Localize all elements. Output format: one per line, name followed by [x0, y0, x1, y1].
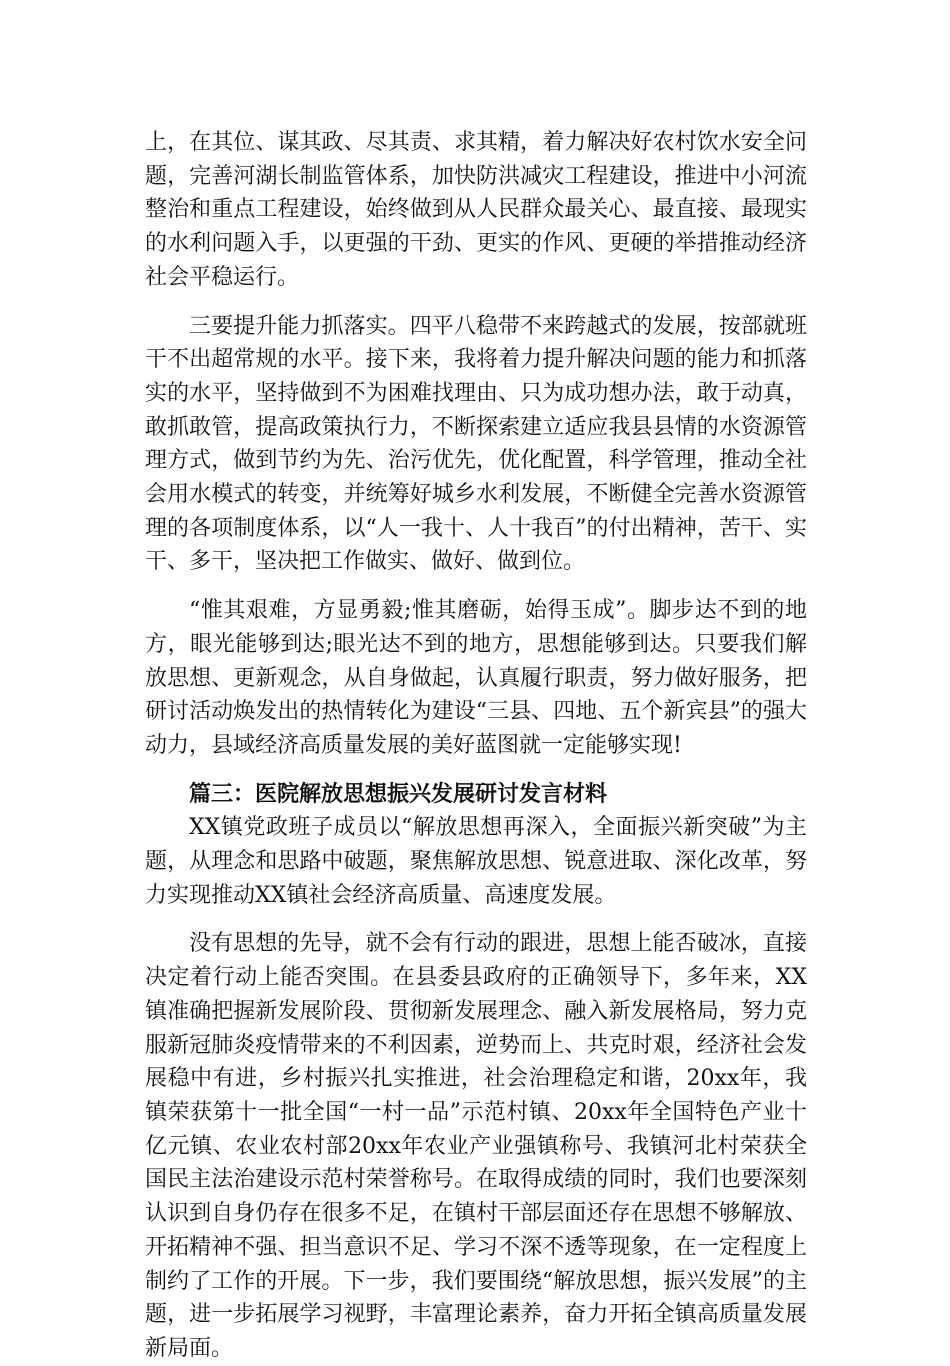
paragraph-section-body: 没有思想的先导，就不会有行动的跟进，思想上能否破冰，直接决定着行动上能否突围。在县委县政府的正确领导下，多年来，XX镇准确把握新发展阶段、贯彻新发展理念、融入新发展格局，努力克服新冠肺炎疫情带来的不利因素，逆势而上、共克时艰，经济社会发展稳中有进，乡村振兴扎实推进，社会治理稳定和谐，20xx年，我镇荣获第十一批全国“一村一品”示范村镇、20xx年全国特色产业十亿元镇、农业农村部20xx年农业产业强镇称号、我镇河北村荣获全国民主法治建设示范村荣誉称号。在取得成绩的同时，我们也要深刻认识到自身仍存在很多不足，在镇村干部层面还存在思想不够解放、开拓精神不强、担当意识不足、学习不深不透等现象，在一定程度上制约了工作的开展。下一步，我们要围绕“解放思想，振兴发展”的主题，进一步拓展学习视野，丰富理论素养，奋力开拓全镇高质量发展新局面。	[145, 931, 807, 1361]
document-body	[145, 126, 807, 1366]
paragraph-continuation: 上，在其位、谋其政、尽其责、求其精，着力解决好农村饮水安全问题，完善河湖长制监管体系，加快防洪减灾工程建设，推进中小河流整治和重点工程建设，始终做到从人民群众最关心、最直接、最现实的水利问题入手，以更强的干劲、更实的作风、更硬的举措推动经济社会平稳运行。	[145, 130, 807, 290]
paragraph-quote-conclusion: “惟其艰难，方显勇毅;惟其磨砺，始得玉成”。脚步达不到的地方，眼光能够到达;眼光达不到的地方，思想能够到达。只要我们解放思想、更新观念，从自身做起，认真履行职责，努力做好服务，把研讨活动焕发出的热情转化为建设“三县、四地、五个新宾县”的强大动力，县域经济高质量发展的美好蓝图就一定能够实现!	[145, 598, 807, 758]
paragraph-improve-ability: 三要提升能力抓落实。四平八稳带不来跨越式的发展，按部就班干不出超常规的水平。接下来，我将着力提升解决问题的能力和抓落实的水平，坚持做到不为困难找理由、只为成功想办法，敢于动真，敢抓敢管，提高政策执行力，不断探索建立适应我县县情的水资源管理方式，做到节约为先、治污优先，优化配置，科学管理，推动全社会用水模式的转变，并统筹好城乡水利发展，不断健全完善水资源管理的各项制度体系，以“人一我十、人十我百”的付出精神，苦干、实干、多干，坚决把工作做实、做好、做到位。	[145, 313, 807, 575]
section-heading: 篇三：医院解放思想振兴发展研讨发言材料	[189, 780, 608, 807]
paragraph-section-intro: XX镇党政班子成员以“解放思想再深入，全面振兴新突破”为主题，从理念和思路中破题，聚焦解放思想、锐意进取、深化改革，努力实现推动XX镇社会经济高质量、高速度发展。	[145, 815, 807, 908]
